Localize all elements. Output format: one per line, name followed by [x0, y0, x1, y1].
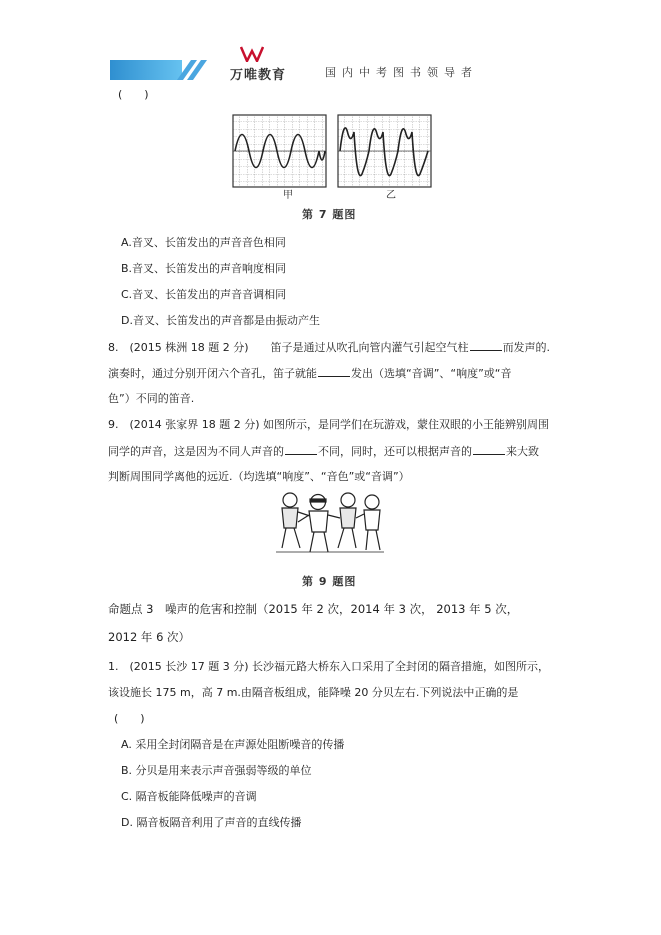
q7-figure-label-yi: 乙 — [386, 190, 396, 201]
q8-line-1-text: 8. (2015 株洲 18 题 2 分) 笛子是通过从吹孔向管内灌气引起空气柱 — [108, 341, 469, 354]
q1-option-c: C. 隔音板能降低噪声的音调 — [121, 790, 257, 803]
q7-figure-caption: 第 7 题图 — [302, 208, 357, 221]
q1-option-a: A. 采用全封闭隔音是在声源处阻断噪音的传播 — [121, 738, 345, 751]
q7-waveform-figure — [232, 114, 432, 190]
q1-line-2: 该设施长 175 m，高 7 m.由隔音板组成，能降噪 20 分贝左右.下列说法中正确的是 — [108, 686, 519, 699]
header-tagline: 国内中考图书领导者 — [325, 66, 478, 79]
section-heading-line-1: 命题点 3 噪声的危害和控制（2015 年 2 次，2014 年 3 次， 2013 年 5 次， — [108, 602, 519, 616]
q9-line-2-mid: 不同，同时，还可以根据声音的 — [318, 445, 472, 458]
q7-option-d: D.音叉、长笛发出的声音都是由振动产生 — [121, 314, 320, 327]
logo-text: 万唯教育 — [230, 68, 287, 83]
q8-blank-1 — [470, 340, 502, 351]
q9-blank-2 — [473, 444, 505, 455]
q9-children-game-illustration — [272, 488, 388, 556]
waveform-panel-yi — [338, 115, 431, 187]
q8-line-2-text: 演奏时，通过分别开闭六个音孔，笛子就能 — [108, 367, 317, 380]
q7-figure-label-jia: 甲 — [283, 190, 293, 201]
q7-option-b: B.音叉、长笛发出的声音响度相同 — [121, 262, 287, 275]
q8-blank-2 — [318, 366, 350, 377]
q9-line-2-end: 来大致 — [506, 445, 539, 458]
q9-figure-caption: 第 9 题图 — [302, 575, 357, 588]
q7-option-a: A.音叉、长笛发出的声音音色相同 — [121, 236, 286, 249]
q8-line-1 — [108, 340, 550, 355]
q9-line-2 — [108, 444, 539, 459]
waveform-panel-jia — [233, 115, 326, 187]
q1-answer-bracket: ( ) — [114, 712, 145, 725]
q9-line-1: 9. (2014 张家界 18 题 2 分) 如图所示，是同学们在玩游戏，蒙住双眼的小王能辨别周围 — [108, 418, 550, 431]
q8-line-1-end: 而发声的. — [502, 341, 551, 354]
q8-line-3: 色”）不同的笛音. — [108, 392, 195, 405]
header-banner-bar — [110, 60, 182, 80]
q9-blank-1 — [285, 444, 317, 455]
q7-answer-bracket: ( ) — [118, 88, 149, 101]
q1-option-d: D. 隔音板隔音利用了声音的直线传播 — [121, 816, 302, 829]
logo-icon — [240, 46, 264, 62]
q8-line-2-end: 发出（选填“音调”、“响度”或“音 — [351, 367, 512, 380]
q7-option-c: C.音叉、长笛发出的声音音调相同 — [121, 288, 287, 301]
q9-line-3: 判断周围同学离他的远近.（均选填“响度”、“音色”或“音调”） — [108, 470, 410, 483]
q1-option-b: B. 分贝是用来表示声音强弱等级的单位 — [121, 764, 312, 777]
q9-line-2-text: 同学的声音，这是因为不同人声音的 — [108, 445, 284, 458]
section-heading-line-2: 2012 年 6 次） — [108, 630, 191, 644]
q8-line-2 — [108, 366, 512, 381]
q1-line-1: 1. (2015 长沙 17 题 3 分) 长沙福元路大桥东入口采用了全封闭的隔音措施，如图所示， — [108, 660, 550, 673]
